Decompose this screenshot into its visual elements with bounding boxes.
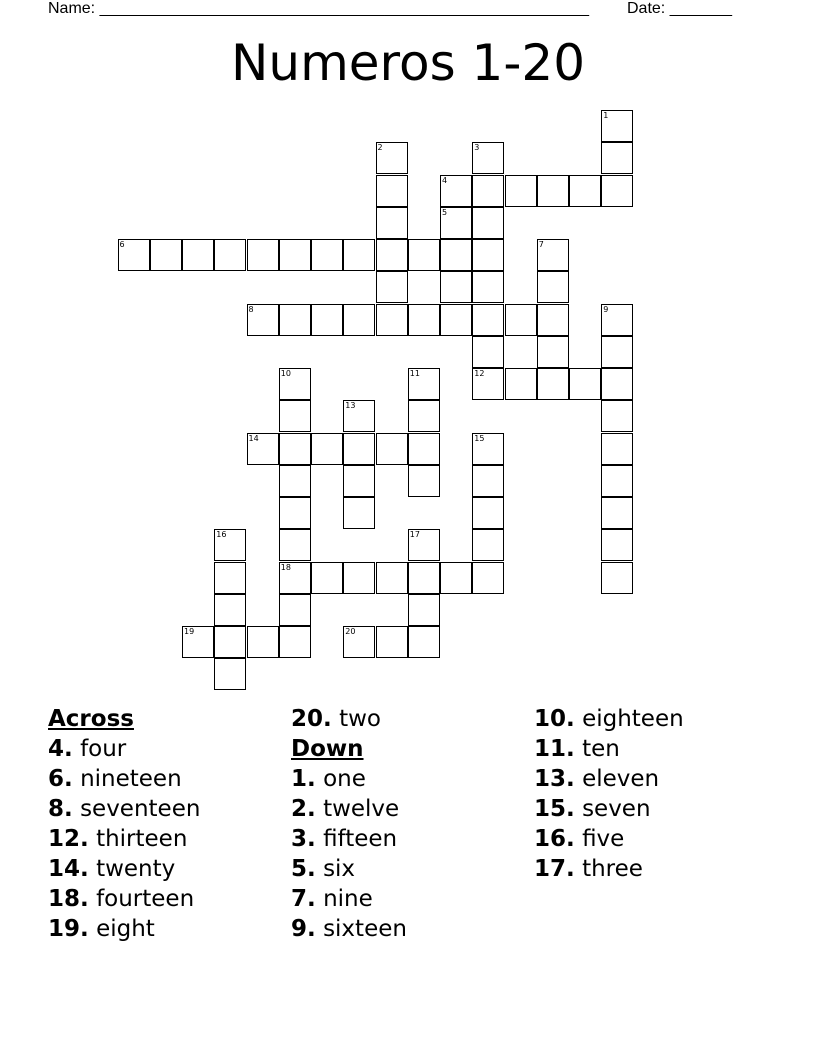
grid-cell[interactable] — [472, 336, 504, 368]
grid-cell[interactable] — [408, 594, 440, 626]
grid-cell[interactable] — [214, 239, 246, 271]
grid-cell[interactable] — [279, 400, 311, 432]
cell-number: 16 — [216, 530, 227, 540]
grid-cell[interactable] — [343, 626, 375, 658]
grid-cell[interactable] — [601, 175, 633, 207]
grid-cell[interactable] — [376, 271, 408, 303]
clue-down-11: 11. ten — [534, 736, 620, 762]
grid-cell[interactable] — [569, 175, 601, 207]
cell-number: 20 — [345, 627, 356, 636]
grid-cell[interactable] — [505, 175, 537, 207]
clue-column-2 — [291, 704, 407, 944]
cell-number: 14 — [248, 433, 259, 443]
grid-cell[interactable] — [440, 271, 472, 303]
grid-cell[interactable] — [472, 562, 504, 594]
grid-cell[interactable] — [472, 142, 504, 174]
grid-cell[interactable] — [376, 626, 408, 658]
clue-across-18: 18. fourteen — [48, 886, 195, 912]
grid-cell[interactable] — [214, 626, 246, 658]
grid-cell[interactable] — [408, 368, 440, 400]
grid-cell[interactable] — [505, 368, 537, 400]
grid-cell[interactable] — [311, 433, 343, 465]
grid-cell[interactable] — [537, 239, 569, 271]
grid-cell[interactable] — [472, 304, 504, 336]
cell-number: 8 — [248, 304, 254, 314]
grid-cell[interactable] — [279, 304, 311, 336]
grid-cell[interactable] — [440, 207, 472, 239]
clue-down-7: 7. nine — [291, 886, 373, 912]
grid-cell[interactable] — [182, 239, 214, 271]
clue-down-5: 5. six — [291, 856, 356, 882]
grid-cell[interactable] — [601, 529, 633, 561]
grid-cell[interactable] — [376, 562, 408, 594]
grid-cell[interactable] — [311, 239, 343, 271]
grid-cell[interactable] — [472, 175, 504, 207]
grid-cell[interactable] — [440, 239, 472, 271]
cell-number: 3 — [474, 143, 480, 153]
grid-cell[interactable] — [343, 304, 375, 336]
grid-cell[interactable] — [343, 433, 375, 465]
grid-cell[interactable] — [537, 175, 569, 207]
grid-cell[interactable] — [279, 465, 311, 497]
grid-cell[interactable] — [601, 110, 633, 142]
clue-down-17: 17. three — [534, 856, 643, 882]
grid-cell[interactable] — [343, 239, 375, 271]
grid-cell[interactable] — [408, 304, 440, 336]
grid-cell[interactable] — [214, 594, 246, 626]
grid-cell[interactable] — [376, 142, 408, 174]
clue-down-16: 16. five — [534, 826, 625, 852]
grid-cell[interactable] — [601, 465, 633, 497]
grid-cell[interactable] — [408, 400, 440, 432]
clue-across-8: 8. seventeen — [48, 796, 201, 822]
grid-cell[interactable] — [472, 497, 504, 529]
grid-cell[interactable] — [601, 497, 633, 529]
grid-cell[interactable] — [472, 529, 504, 561]
grid-cell[interactable] — [343, 400, 375, 432]
cell-number: 19 — [184, 627, 195, 636]
grid-cell[interactable] — [601, 304, 633, 336]
grid-cell[interactable] — [569, 368, 601, 400]
clue-across-20: 20. two — [291, 706, 381, 732]
grid-cell[interactable] — [279, 562, 311, 594]
grid-cell[interactable] — [440, 304, 472, 336]
name-line: Name: _______________________________________________________ — [48, 0, 589, 17]
grid-cell[interactable] — [214, 658, 246, 690]
grid-cell[interactable] — [376, 433, 408, 465]
cell-number: 1 — [603, 111, 609, 120]
cell-number: 10 — [280, 369, 291, 378]
grid-cell[interactable] — [150, 239, 182, 271]
grid-cell[interactable] — [472, 207, 504, 239]
grid-cell[interactable] — [279, 529, 311, 561]
clue-column-3 — [534, 704, 684, 884]
grid-cell[interactable] — [279, 626, 311, 658]
cell-number: 6 — [119, 240, 125, 249]
cell-number: 18 — [280, 562, 291, 572]
clue-down-15: 15. seven — [534, 796, 651, 822]
grid-cell[interactable] — [472, 271, 504, 303]
grid-cell[interactable] — [247, 433, 279, 465]
grid-cell[interactable] — [537, 336, 569, 368]
grid-cell[interactable] — [408, 562, 440, 594]
date-line: Date: _______ — [627, 0, 732, 17]
cell-number: 4 — [442, 175, 448, 185]
clue-down-2: 2. twelve — [291, 796, 400, 822]
clue-across-6: 6. nineteen — [48, 766, 182, 792]
grid-cell[interactable] — [279, 497, 311, 529]
clue-down-10: 10. eighteen — [534, 706, 684, 732]
clue-across-19: 19. eight — [48, 916, 155, 942]
grid-cell[interactable] — [472, 465, 504, 497]
grid-cell[interactable] — [601, 336, 633, 368]
grid-cell[interactable] — [537, 304, 569, 336]
grid-cell[interactable] — [601, 562, 633, 594]
grid-cell[interactable] — [343, 562, 375, 594]
clue-across-4: 4. four — [48, 736, 127, 762]
cell-number: 15 — [474, 433, 485, 443]
page-title: Numeros 1-20 — [230, 34, 586, 92]
grid-cell[interactable] — [247, 626, 279, 658]
grid-cell[interactable] — [601, 400, 633, 432]
grid-cell[interactable] — [311, 304, 343, 336]
grid-cell[interactable] — [408, 465, 440, 497]
grid-cell[interactable] — [408, 239, 440, 271]
across-heading: Across — [48, 706, 134, 732]
grid-cell[interactable] — [376, 175, 408, 207]
grid-cell[interactable] — [408, 626, 440, 658]
grid-cell[interactable] — [343, 497, 375, 529]
grid-cell[interactable] — [214, 562, 246, 594]
grid-cell[interactable] — [279, 239, 311, 271]
clue-down-3: 3. fifteen — [291, 826, 398, 852]
grid-cell[interactable] — [279, 594, 311, 626]
cell-number: 12 — [474, 369, 485, 378]
grid-cell[interactable] — [214, 529, 246, 561]
grid-cell[interactable] — [182, 626, 214, 658]
cell-number: 11 — [409, 369, 420, 378]
grid-cell[interactable] — [247, 239, 279, 271]
grid-cell[interactable] — [537, 368, 569, 400]
clue-across-12: 12. thirteen — [48, 826, 188, 852]
clue-column-1 — [48, 704, 200, 944]
grid-cell[interactable] — [279, 368, 311, 400]
grid-cell[interactable] — [376, 207, 408, 239]
grid-cell[interactable] — [279, 433, 311, 465]
cell-number: 13 — [345, 401, 356, 411]
clue-down-9: 9. sixteen — [291, 916, 407, 942]
cell-number: 5 — [442, 207, 448, 217]
grid-cell[interactable] — [376, 304, 408, 336]
grid-cell[interactable] — [311, 562, 343, 594]
down-heading: Down — [291, 736, 364, 762]
grid-cell[interactable] — [408, 433, 440, 465]
grid-cell[interactable] — [408, 529, 440, 561]
grid-cell[interactable] — [376, 239, 408, 271]
grid-cell[interactable] — [472, 433, 504, 465]
grid-cell[interactable] — [472, 239, 504, 271]
cell-number: 17 — [409, 530, 420, 540]
grid-cell[interactable] — [505, 304, 537, 336]
grid-cell[interactable] — [118, 239, 150, 271]
cell-number: 7 — [538, 240, 544, 249]
grid-cell[interactable] — [601, 368, 633, 400]
cell-number: 2 — [377, 143, 383, 153]
clue-down-1: 1. one — [291, 766, 366, 792]
grid-cell[interactable] — [440, 562, 472, 594]
grid-cell[interactable] — [472, 368, 504, 400]
grid-cell[interactable] — [601, 142, 633, 174]
grid-cell[interactable] — [601, 433, 633, 465]
grid-cell[interactable] — [440, 175, 472, 207]
clue-across-14: 14. twenty — [48, 856, 176, 882]
grid-cell[interactable] — [537, 271, 569, 303]
grid-cell[interactable] — [247, 304, 279, 336]
grid-cell[interactable] — [343, 465, 375, 497]
cell-number: 9 — [603, 304, 609, 314]
clue-down-13: 13. eleven — [534, 766, 660, 792]
